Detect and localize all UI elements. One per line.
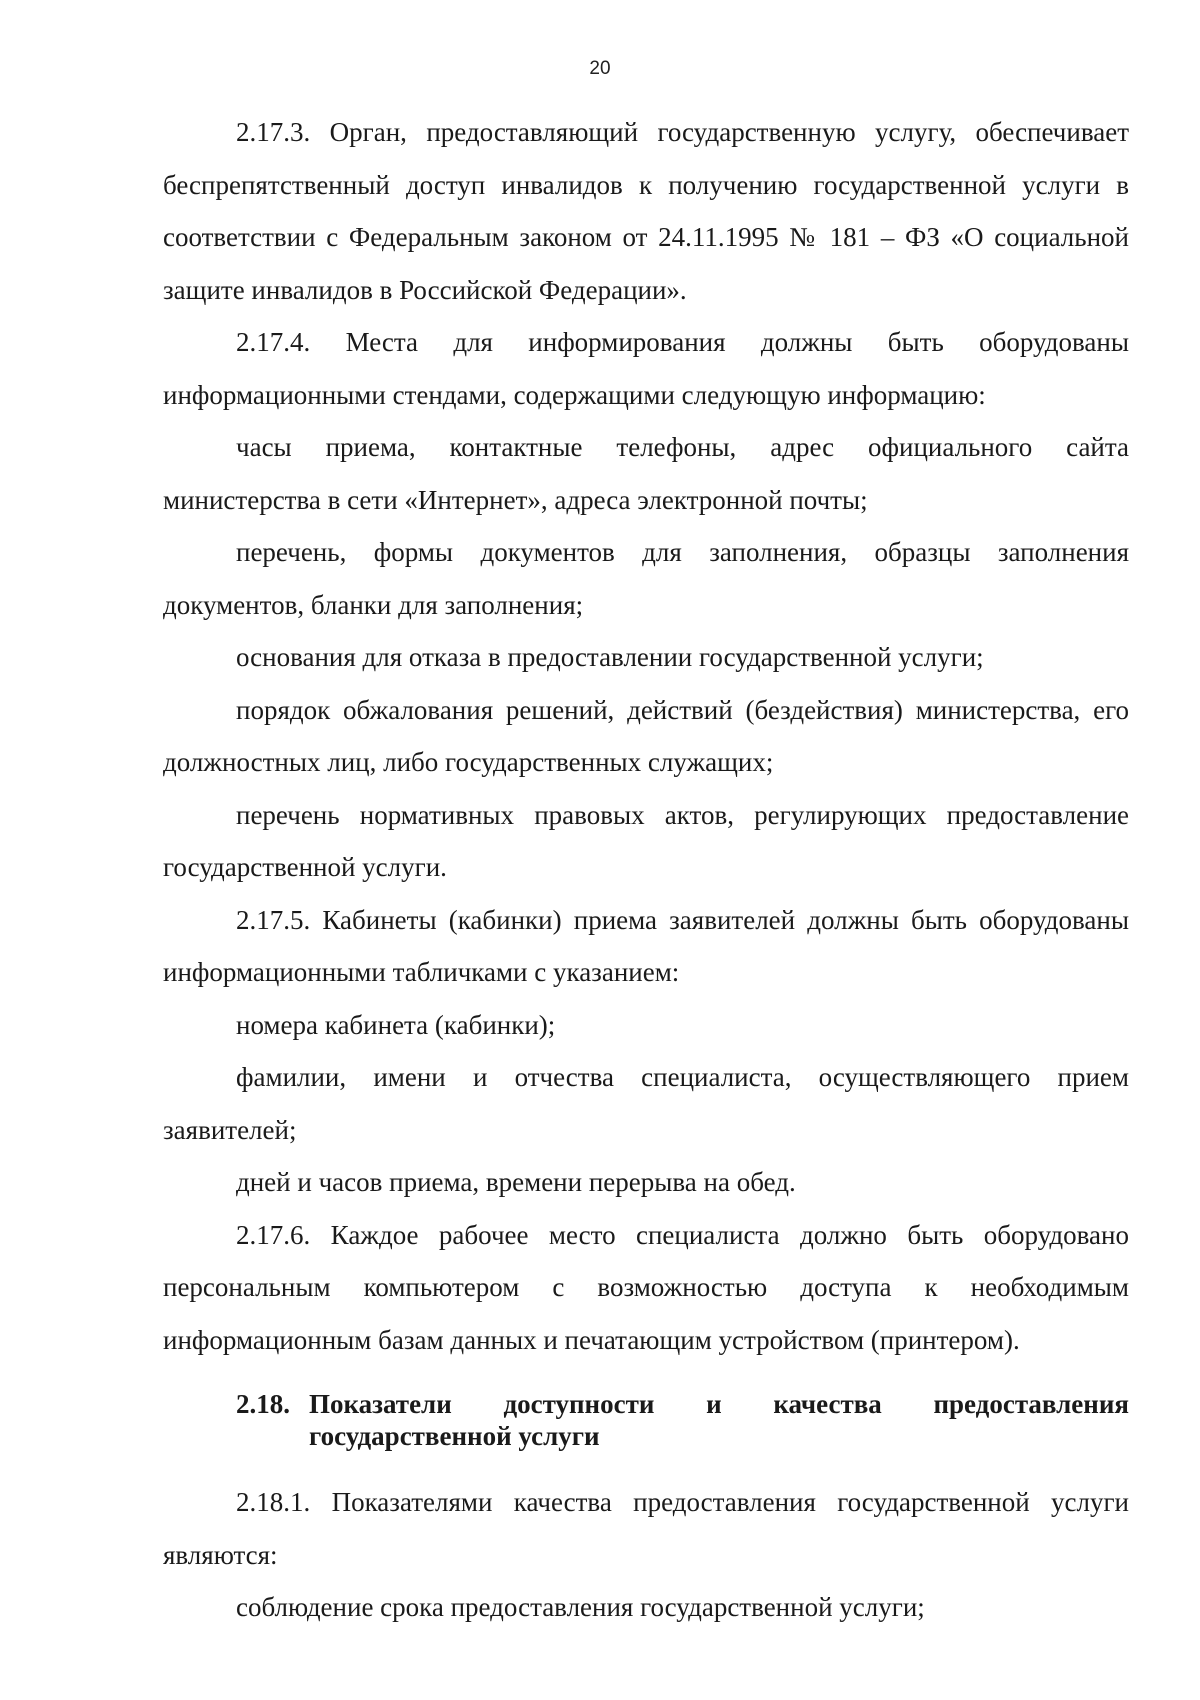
- paragraph-2-18-1: 2.18.1. Показателями качества предоставления государственной услуги являются:: [163, 1487, 1129, 1570]
- list-item-specialist-name: фамилии, имени и отчества специалиста, осуществляющего прием заявителей;: [163, 1062, 1129, 1145]
- paragraph-2-17-6: 2.17.6. Каждое рабочее место специалиста должно быть оборудовано персональным компьютером с возможностью доступа к необходимым информационным базам данных и печатающим устройством (принтером).: [163, 1219, 1129, 1355]
- list-item-hours: часы приема, контактные телефоны, адрес официального сайта министерства в сети «Интернет», адреса электронной почты;: [163, 432, 1129, 515]
- section-number: 2.18.: [236, 1389, 290, 1419]
- paragraph-2-17-4: 2.17.4. Места для информирования должны быть оборудованы информационными стендами, содержащими следующую информацию:: [163, 327, 1129, 410]
- section-heading-2-18: [163, 1388, 1129, 1452]
- list-item-legal-acts: перечень нормативных правовых актов, регулирующих предоставление государственной услуги.: [163, 799, 1129, 882]
- list-item-refusal-grounds: основания для отказа в предоставлении государственной услуги;: [236, 642, 984, 672]
- document-body: [163, 106, 1129, 1634]
- paragraph-2-17-3: 2.17.3. Орган, предоставляющий государственную услугу, обеспечивает беспрепятственный доступ инвалидов к получению государственной услуги в соответствии с Федеральным законом от 24.11.1995 № 181 – ФЗ «О социальной защите инвалидов в Российской Федерации».: [163, 117, 1129, 305]
- section-title: [309, 1388, 1129, 1452]
- section-title-line-2: государственной услуги: [309, 1421, 600, 1451]
- page-number: 20: [589, 58, 611, 79]
- list-item-deadline: соблюдение срока предоставления государственной услуги;: [236, 1592, 925, 1622]
- list-item-appeal-procedure: порядок обжалования решений, действий (бездействия) министерства, его должностных лиц, либо государственных служащих;: [163, 694, 1129, 777]
- list-item-reception-days: дней и часов приема, времени перерыва на обед.: [236, 1167, 796, 1197]
- list-item-forms: перечень, формы документов для заполнения, образцы заполнения документов, бланки для заполнения;: [163, 537, 1129, 620]
- list-item-room-number: номера кабинета (кабинки);: [236, 1009, 556, 1040]
- paragraph-2-17-5: 2.17.5. Кабинеты (кабинки) приема заявителей должны быть оборудованы информационными табличками с указанием:: [163, 904, 1129, 987]
- section-title-line-1: Показатели доступности и качества предоставления: [309, 1389, 1129, 1419]
